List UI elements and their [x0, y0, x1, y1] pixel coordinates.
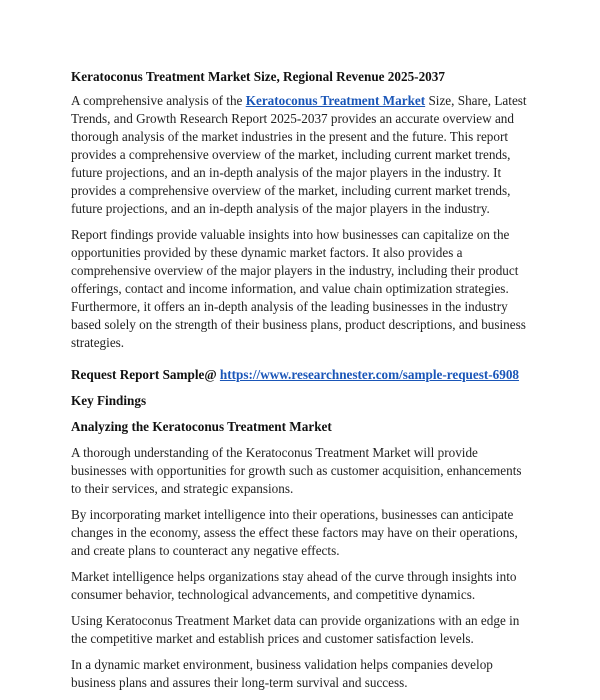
- document-page: [71, 68, 533, 700]
- document-title: Keratoconus Treatment Market Size, Regional Revenue 2025-2037: [71, 69, 445, 84]
- request-sample-line: [71, 366, 533, 384]
- body-paragraph: A thorough understanding of the Keratoconus Treatment Market will provide businesses with opportunities for growth such as customer acquisition, enhancements to their services, and strategic expansions.: [71, 445, 522, 496]
- market-report-link[interactable]: Keratoconus Treatment Market: [245, 93, 426, 108]
- body-paragraph: By incorporating market intelligence into their operations, businesses can anticipate changes in the economy, assess the effect these factors may have on their operations, and create plans to counteract any negative effects.: [71, 507, 518, 558]
- key-findings-heading: Key Findings: [71, 393, 147, 408]
- intro-text-after: Size, Share, Latest Trends, and Growth Research Report 2025-2037 provides an accurate overview and thorough analysis of the market industries in the present and the future. This report provides a comprehensive overview of the market, including current market trends, future projections, and an in-depth analysis of the major players in the industry. It provides a comprehensive overview of the market, including current market trends, future projections, and an in-depth analysis of the major players in the industry.: [71, 93, 527, 216]
- intro-paragraph: [71, 92, 533, 218]
- intro-text-before: A comprehensive analysis of the: [71, 93, 246, 108]
- request-sample-label: Request Report Sample@: [71, 367, 220, 382]
- body-paragraph: Market intelligence helps organizations stay ahead of the curve through insights into consumer behavior, technological advancements, and competitive dynamics.: [71, 569, 517, 602]
- body-paragraph: Using Keratoconus Treatment Market data can provide organizations with an edge in the competitive market and establish prices and customer satisfaction levels.: [71, 613, 520, 646]
- analyzing-heading: Analyzing the Keratoconus Treatment Market: [71, 419, 332, 434]
- sample-request-link[interactable]: https://www.researchnester.com/sample-request-6908: [219, 367, 520, 382]
- body-paragraph: In a dynamic market environment, business validation helps companies develop business plans and assures their long-term survival and success.: [71, 657, 493, 690]
- findings-paragraph: Report findings provide valuable insights into how businesses can capitalize on the opportunities provided by these dynamic market factors. It also provides a comprehensive overview of the major players in the industry, including their product offerings, contact and income information, and value chain optimization strategies. Furthermore, it offers an in-depth analysis of the leading businesses in the industry based solely on the strength of their business plans, product descriptions, and business strategies.: [71, 227, 526, 350]
